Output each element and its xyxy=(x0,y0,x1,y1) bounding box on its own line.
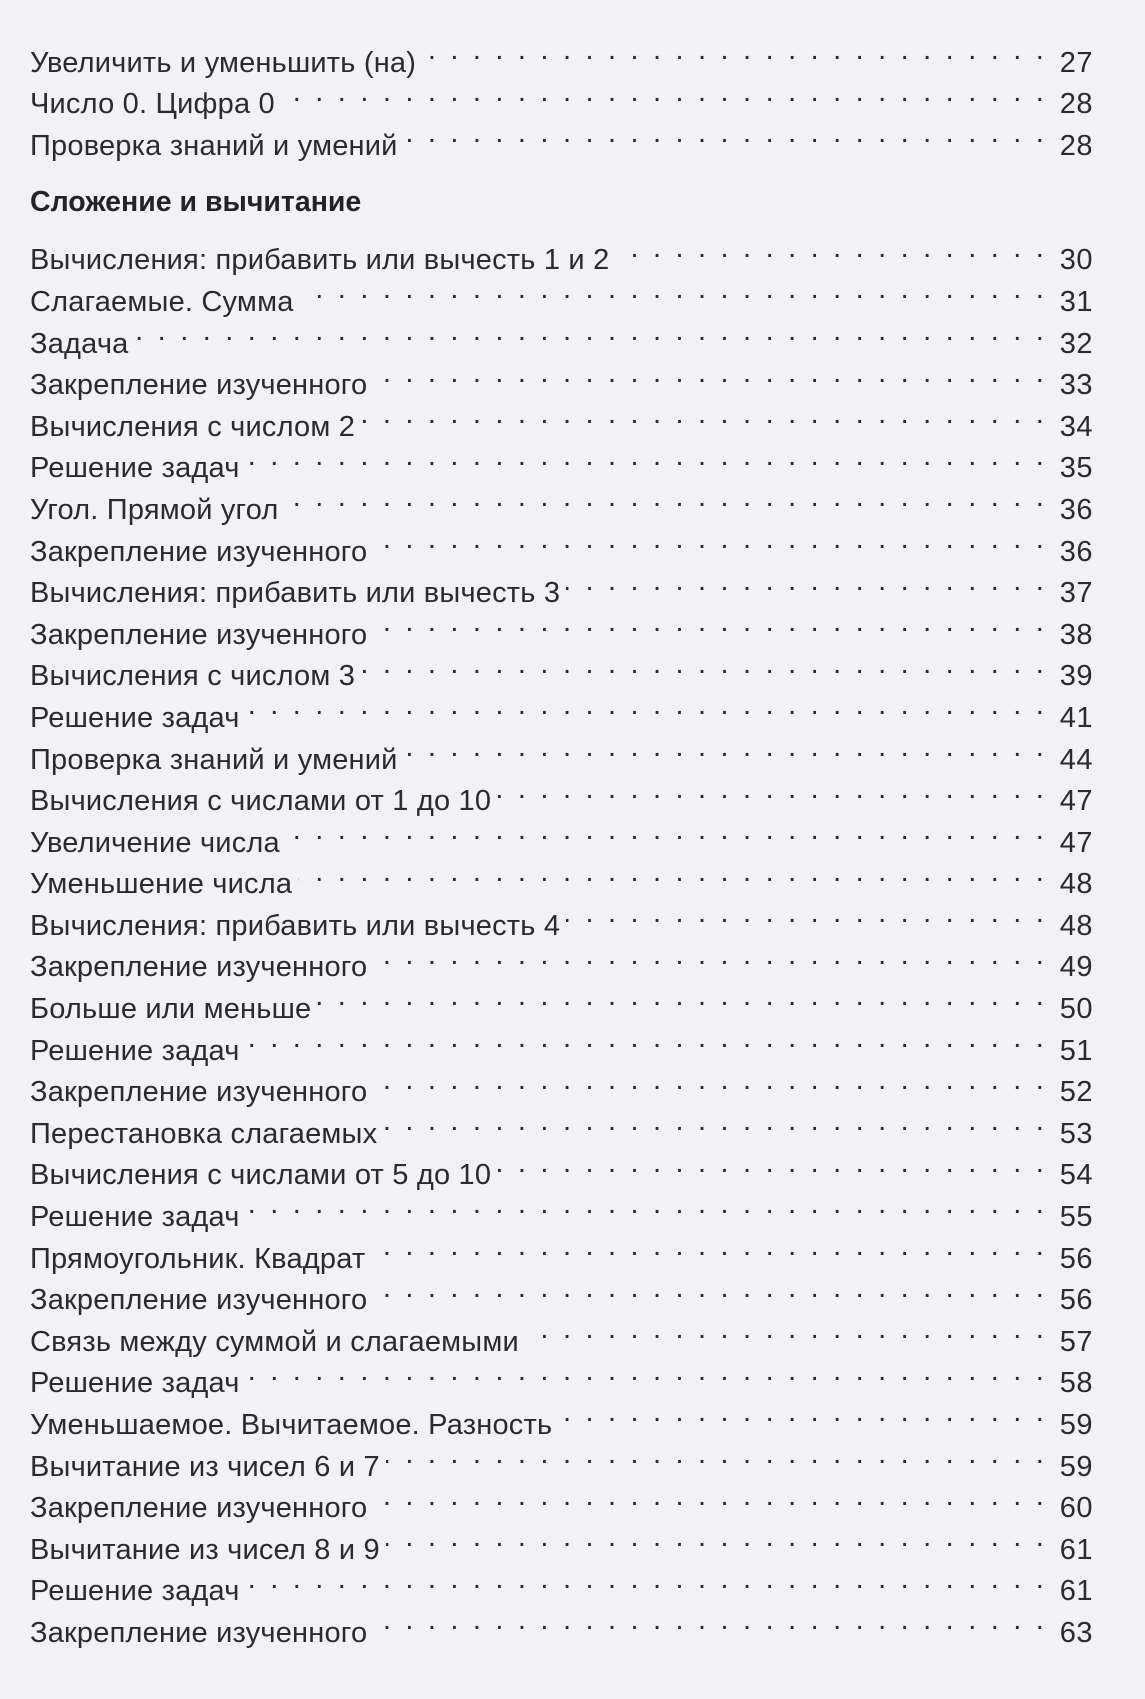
toc-dot-leader xyxy=(373,602,1047,644)
toc-entry-title: Проверка знаний и умений xyxy=(30,129,398,162)
toc-dot-leader xyxy=(246,1184,1047,1226)
toc-entry-page-number: 32 xyxy=(1059,327,1093,360)
toc-entry-title: Закрепление изученного xyxy=(30,369,368,402)
toc-entry-title: Вычисления с числами от 1 до 10 xyxy=(30,785,492,818)
toc-entry-page-number: 31 xyxy=(1059,285,1093,318)
toc-entry-page-number: 39 xyxy=(1059,660,1093,693)
toc-entry-page-number: 56 xyxy=(1059,1284,1093,1317)
toc-entry-title: Вычисления с числом 2 xyxy=(30,410,356,443)
toc-section-top xyxy=(30,30,1093,162)
section-heading: Сложение и вычитание xyxy=(30,185,362,218)
toc-dot-leader xyxy=(246,685,1047,727)
toc-dot-leader xyxy=(383,1101,1047,1143)
toc-entry-title: Закрепление изученного xyxy=(30,618,368,651)
toc-entry-title: Перестановка слагаемых xyxy=(30,1117,378,1150)
toc-entry-title: Увеличить и уменьшить (на) xyxy=(30,46,417,79)
toc-entry-page-number: 34 xyxy=(1059,410,1093,443)
toc-entry-page-number: 59 xyxy=(1059,1450,1093,1483)
toc-section-main xyxy=(30,228,1093,1649)
toc-entry-title: Решение задач xyxy=(30,1034,240,1067)
toc-entry-page-number: 48 xyxy=(1059,868,1093,901)
toc-dot-leader xyxy=(386,1517,1047,1559)
toc-entry-page-number: 54 xyxy=(1059,1159,1093,1192)
toc-entry-title: Уменьшаемое. Вычитаемое. Разность xyxy=(30,1409,553,1441)
toc-entry-title: Увеличение числа xyxy=(30,826,280,859)
toc-entry-title: Закрепление изученного xyxy=(30,1284,368,1317)
toc-entry-page-number: 63 xyxy=(1059,1616,1093,1649)
toc-entry-title: Вычисления с числом 3 xyxy=(30,660,356,693)
toc-entry-page-number: 28 xyxy=(1059,129,1093,162)
toc-entry-page-number: 61 xyxy=(1059,1533,1093,1566)
toc-entry-title: Больше или меньше xyxy=(30,993,312,1026)
toc-entry-title: Вычисления с числами от 5 до 10 xyxy=(30,1159,492,1192)
toc-entry-title: Закрепление изученного xyxy=(30,1616,368,1649)
toc-entry-title: Прямоугольник. Квадрат xyxy=(30,1242,366,1275)
toc-dot-leader xyxy=(386,1434,1047,1476)
toc-entry-title: Угол. Прямой угол xyxy=(30,493,279,526)
toc-dot-leader xyxy=(373,519,1047,561)
toc-dot-leader xyxy=(135,311,1048,353)
toc-entry-title: Проверка знаний и умений xyxy=(30,743,398,776)
toc-dot-leader xyxy=(373,1060,1047,1102)
toc-entry-page-number: 55 xyxy=(1059,1201,1093,1234)
toc-dot-leader xyxy=(246,1559,1047,1601)
toc-dot-leader xyxy=(298,852,1047,894)
toc-dot-leader xyxy=(281,72,1047,114)
toc-dot-leader xyxy=(422,30,1047,72)
toc-dot-leader xyxy=(371,1226,1047,1268)
toc-entry-page-number: 58 xyxy=(1059,1367,1093,1400)
toc-entry-title: Решение задач xyxy=(30,1367,240,1400)
toc-entry-title: Задача xyxy=(30,327,129,360)
toc-entry-title: Слагаемые. Сумма xyxy=(30,285,294,318)
toc-dot-leader xyxy=(300,269,1047,311)
toc-dot-leader xyxy=(615,228,1047,270)
toc-entry-title: Закрепление изученного xyxy=(30,535,368,568)
toc-entry xyxy=(30,30,1093,79)
toc-dot-leader xyxy=(373,353,1047,395)
toc-entry-page-number: 53 xyxy=(1059,1117,1093,1150)
toc-dot-leader xyxy=(286,810,1047,852)
toc-dot-leader xyxy=(285,477,1047,519)
toc-dot-leader xyxy=(373,1600,1047,1642)
toc-entry-page-number: 56 xyxy=(1059,1242,1093,1275)
toc-entry-title: Число 0. Цифра 0 xyxy=(30,88,275,121)
toc-entry-page-number: 35 xyxy=(1059,452,1093,485)
toc-dot-leader xyxy=(404,113,1047,155)
toc-entry-title: Закрепление изученного xyxy=(30,951,368,984)
toc-entry-page-number: 49 xyxy=(1059,951,1093,984)
toc-entry-page-number: 36 xyxy=(1059,535,1093,568)
toc-dot-leader xyxy=(246,1351,1047,1393)
toc-entry-title: Уменьшение числа xyxy=(30,868,293,901)
toc-entry-page-number: 41 xyxy=(1059,701,1093,734)
toc-dot-leader xyxy=(558,1392,1047,1434)
toc-dot-leader xyxy=(246,1018,1047,1060)
toc-entry-page-number: 59 xyxy=(1059,1409,1093,1441)
toc-entry-page-number: 47 xyxy=(1059,785,1093,818)
toc-dot-leader xyxy=(566,561,1047,603)
toc-dot-leader xyxy=(373,935,1047,977)
toc-entry-title: Вычисления: прибавить или вычесть 1 и 2 xyxy=(30,244,610,277)
toc-dot-leader xyxy=(317,976,1047,1018)
toc-entry-page-number: 61 xyxy=(1059,1575,1093,1608)
toc-entry-title: Решение задач xyxy=(30,452,240,485)
toc-dot-leader xyxy=(497,1143,1047,1185)
toc-entry-page-number: 37 xyxy=(1059,577,1093,610)
toc-dot-leader xyxy=(404,727,1047,769)
toc-entry-page-number: 44 xyxy=(1059,743,1093,776)
toc-entry-title: Закрепление изученного xyxy=(30,1076,368,1109)
toc-entry-page-number: 51 xyxy=(1059,1034,1093,1067)
toc-dot-leader xyxy=(246,436,1047,478)
toc-entry-page-number: 48 xyxy=(1059,909,1093,942)
toc-entry-title: Связь между суммой и слагаемыми xyxy=(30,1325,519,1358)
toc-dot-leader xyxy=(497,769,1047,811)
toc-entry-title: Вычисления: прибавить или вычесть 4 xyxy=(30,909,561,942)
toc-entry-page-number: 38 xyxy=(1059,618,1093,651)
toc-entry-title: Решение задач xyxy=(30,1575,240,1608)
toc-dot-leader xyxy=(525,1309,1047,1351)
toc-dot-leader xyxy=(361,394,1047,436)
toc-entry-page-number: 57 xyxy=(1059,1325,1093,1358)
toc-entry-title: Вычитание из чисел 8 и 9 xyxy=(30,1533,380,1566)
toc-entry-title: Вычисления: прибавить или вычесть 3 xyxy=(30,577,561,610)
toc-entry-page-number: 47 xyxy=(1059,826,1093,859)
toc-entry-page-number: 30 xyxy=(1059,244,1093,277)
toc-entry-page-number: 52 xyxy=(1059,1076,1093,1109)
toc-dot-leader xyxy=(361,644,1047,686)
toc-dot-leader xyxy=(373,1476,1047,1518)
toc-entry xyxy=(30,228,1093,277)
toc-entry-title: Вычитание из чисел 6 и 7 xyxy=(30,1450,380,1483)
toc-entry-page-number: 50 xyxy=(1059,993,1093,1026)
toc-entry xyxy=(30,311,1093,360)
toc-dot-leader xyxy=(373,1268,1047,1310)
toc-entry-page-number: 36 xyxy=(1059,493,1093,526)
toc-entry-page-number: 60 xyxy=(1059,1492,1093,1525)
toc-entry-page-number: 27 xyxy=(1059,46,1093,79)
toc-entry-title: Решение задач xyxy=(30,701,240,734)
toc-entry-page-number: 33 xyxy=(1059,369,1093,402)
toc-entry xyxy=(30,353,1093,402)
toc-entry-title: Закрепление изученного xyxy=(30,1492,368,1525)
toc-entry-title: Решение задач xyxy=(30,1201,240,1234)
toc-entry-page-number: 28 xyxy=(1059,88,1093,121)
toc-dot-leader xyxy=(566,893,1047,935)
